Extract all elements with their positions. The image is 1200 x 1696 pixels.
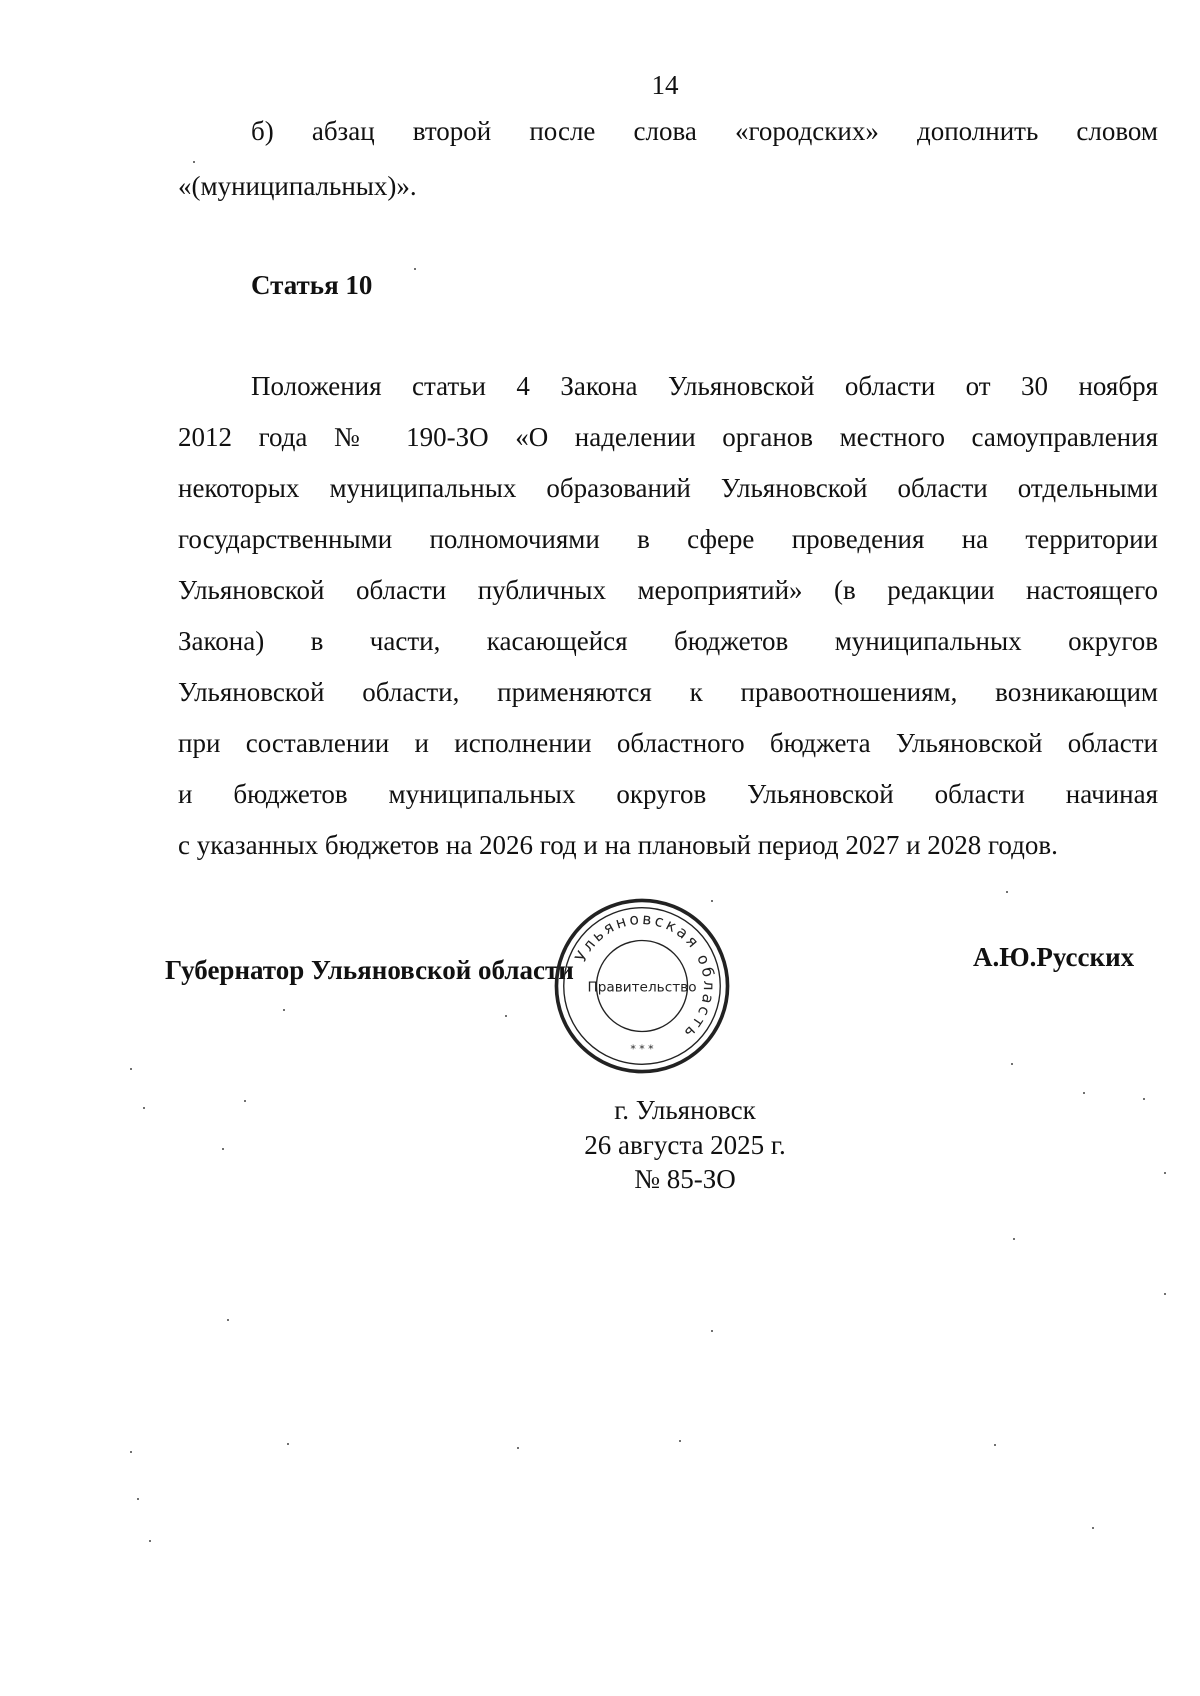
- item-b-line-2: «(муниципальных)».: [178, 171, 417, 201]
- article-line: Ульяновской области публичных мероприятий» (в редакции настоящего: [178, 575, 1158, 605]
- scan-speck: [1164, 1293, 1166, 1295]
- seal-center-text: Правительство: [587, 979, 697, 996]
- article-line: государственными полномочиями в сфере проведения на территории: [178, 524, 1158, 554]
- scan-speck: [227, 1319, 229, 1321]
- footer-city: г. Ульяновск: [614, 1095, 756, 1125]
- article-heading: Статья 10: [251, 270, 373, 300]
- scan-speck: [1092, 1527, 1094, 1529]
- scan-speck: [994, 1444, 996, 1446]
- scan-speck: [1006, 891, 1008, 893]
- scan-speck: [130, 1451, 132, 1453]
- article-line: Положения статьи 4 Закона Ульяновской области от 30 ноября: [251, 371, 1158, 401]
- scan-speck: [193, 161, 195, 163]
- page-number: 14: [651, 70, 679, 100]
- official-seal: [551, 895, 733, 1077]
- article-line: с указанных бюджетов на 2026 год и на плановый период 2027 и 2028 годов.: [178, 830, 1058, 860]
- scan-speck: [137, 1498, 139, 1500]
- scan-speck: [414, 268, 416, 270]
- signature-title: Губернатор Ульяновской области: [165, 955, 574, 985]
- article-line: Закона) в части, касающейся бюджетов муниципальных округов: [178, 626, 1158, 656]
- signature-name: А.Ю.Русских: [973, 942, 1135, 972]
- scan-speck: [1011, 1063, 1013, 1065]
- footer-number: № 85-ЗО: [634, 1164, 736, 1194]
- article-line: некоторых муниципальных образований Ульяновской области отдельными: [178, 473, 1158, 503]
- scan-speck: [283, 1009, 285, 1011]
- article-line: 2012 года № 190-ЗО «О наделении органов местного самоуправления: [178, 422, 1158, 452]
- article-line: при составлении и исполнении областного бюджета Ульяновской области: [178, 728, 1158, 758]
- scan-speck: [679, 1440, 681, 1442]
- scan-speck: [517, 1447, 519, 1449]
- scan-speck: [1013, 1238, 1015, 1240]
- footer-date: 26 августа 2025 г.: [584, 1130, 786, 1160]
- seal-ring-text: Ульяновская область: [571, 909, 718, 1044]
- scan-speck: [149, 1540, 151, 1542]
- item-b-line-1: б) абзац второй после слова «городских» дополнить словом: [251, 116, 1158, 146]
- scan-speck: [130, 1068, 132, 1070]
- article-line: и бюджетов муниципальных округов Ульяновской области начиная: [178, 779, 1158, 809]
- scan-speck: [711, 1330, 713, 1332]
- scan-speck: [143, 1107, 145, 1109]
- scan-speck: [222, 1148, 224, 1150]
- scan-speck: [244, 1100, 246, 1102]
- scan-speck: [1083, 1092, 1085, 1094]
- scan-speck: [505, 1015, 507, 1017]
- scan-speck: [1143, 1098, 1145, 1100]
- scan-speck: [711, 900, 713, 902]
- article-line: Ульяновской области, применяются к правоотношениям, возникающим: [178, 677, 1158, 707]
- scan-speck: [287, 1443, 289, 1445]
- svg-text:* * *: * * *: [630, 1042, 654, 1056]
- scan-speck: [1164, 1172, 1166, 1174]
